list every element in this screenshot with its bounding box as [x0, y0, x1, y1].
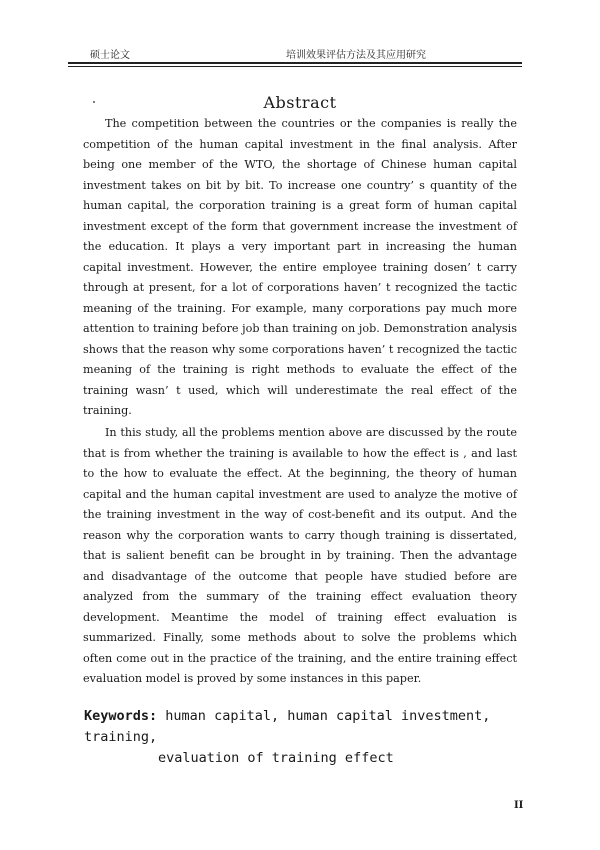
page-header	[68, 40, 522, 60]
abstract-title: Abstract	[263, 93, 337, 112]
header-thesis-title: 培训效果评估方法及其应用研究	[286, 50, 426, 61]
keywords-line-2: evaluation of training effect	[158, 750, 394, 766]
paragraph-2-text: In this study, all the problems mention above are discussed by the route that is from whether the training is available to how the effect is , and last to the how to evaluate the effect. At the beginning, the theory of human capital and the human capital investment are used to analyze the motive of the training investment in the way of cost-benefit and its output. And the reason why the corporation wants to carry though training is dissertated, that is salient benefit can be brought in by training. Then the advantage and disadvantage of the outcome that people have studied before are analyzed from the summary of the training effect evaluation theory development. Meantime the model of training effect evaluation is summarized. Finally, some methods about to solve the problems which often come out in the practice of the training, and the entire training effect evaluation model is proved by some instances in this paper.	[83, 426, 517, 685]
keywords-line-1: human capital, human capital investment, training,	[84, 708, 491, 745]
keywords-label: Keywords:	[84, 708, 158, 724]
abstract-paragraph-2	[83, 423, 517, 690]
keywords-section	[84, 706, 524, 769]
header-rule-thin	[68, 66, 522, 67]
header-thesis-label: 硕士论文	[90, 50, 130, 61]
page-number: II	[514, 800, 524, 811]
abstract-paragraph-1	[83, 114, 517, 422]
paragraph-1-text: The competition between the countries or the companies is really the competition of the human capital investment in the final analysis. After being one member of the WTO, the shortage of Chinese human capital investment takes on bit by bit. To increase one country’ s quantity of the human capital, the corporation training is a great form of human capital investment except of the form that government increase the investment of the education. It plays a very important part in increasing the human capital investment. However, the entire employee training dosen’ t carry through at present, for a lot of corporations haven’ t recognized the tactic meaning of the training. For example, many corporations pay much more attention to training before job than training on job. Demonstration analysis shows that the reason why some corporations haven’ t recognized the tactic meaning of the training is right methods to evaluate the effect of the training wasn’ t used, which will underestimate the real effect of the training.	[83, 117, 517, 417]
header-rule-thick	[68, 62, 522, 64]
